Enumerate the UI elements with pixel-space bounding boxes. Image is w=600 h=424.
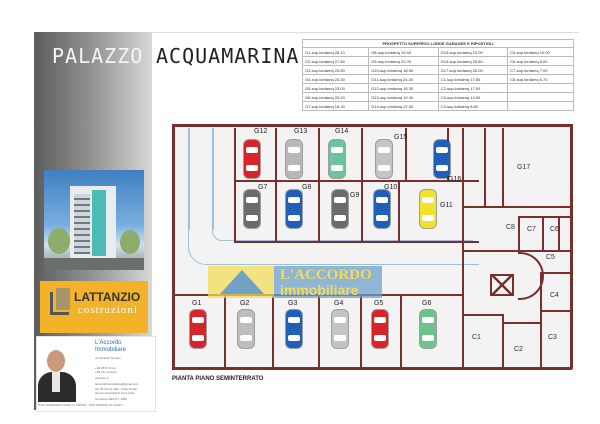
cellar-c7[interactable]: C7 bbox=[527, 226, 536, 233]
car-icon bbox=[376, 140, 392, 178]
agency-owner: di Carulesh Giorgio bbox=[95, 356, 121, 360]
car-icon bbox=[420, 190, 436, 228]
elevator-icon bbox=[490, 274, 514, 296]
ground bbox=[44, 258, 144, 270]
cellar-c2[interactable]: C2 bbox=[514, 346, 523, 353]
cellar-c8[interactable]: C8 bbox=[506, 224, 515, 231]
phone-line-2: +39 3xx xxxxxxx bbox=[95, 370, 117, 374]
agency-name: L'Accordo Immobiliare bbox=[95, 340, 127, 353]
phone-line-1: +39 0871 0xxxx bbox=[95, 366, 117, 370]
table-row: G4-sup.lordamq 24.30 G11-sup.lordamq 24.40 C1-sup.lordamq 17.80 C8-sup.lordamq 6.70 bbox=[303, 75, 574, 84]
cellar-c1[interactable]: C1 bbox=[472, 334, 481, 341]
plan-caption: PIANTA PIANO SEMINTERRATO bbox=[172, 376, 264, 382]
room-g17[interactable]: G17 bbox=[517, 164, 531, 171]
table-row: G6-sup.lordamq 25.20 G13-sup.lordamq 19.40 C3-sup.lordamq 13.00 bbox=[303, 93, 574, 102]
building-icon bbox=[70, 186, 116, 258]
car-icon bbox=[286, 190, 302, 228]
address: V.le B. Croce 299 - Chieti Scalo bbox=[95, 387, 137, 391]
car-icon bbox=[434, 140, 450, 178]
car-icon bbox=[332, 310, 348, 348]
car-icon bbox=[244, 140, 260, 178]
car-icon bbox=[420, 310, 436, 348]
table-title: PROSPETTO SUPERFICI LORDE GARAGES E RIPOSTIGLI bbox=[303, 40, 574, 48]
vat: Iscrizione REA P.I. 1963 bbox=[95, 397, 127, 401]
car-icon bbox=[244, 190, 260, 228]
builder-name: LATTANZIO bbox=[74, 290, 141, 304]
email: laccordoimmobiliare@gmail.com bbox=[95, 382, 139, 386]
car-icon bbox=[332, 190, 348, 228]
table-row: G3-sup.lordamq 25.80 G10-sup.lordamq 18.90 G17-sup.lordamq 26.00 C7-sup.lordamq 7.00 bbox=[303, 66, 574, 75]
lane-line bbox=[188, 128, 190, 230]
table-row: G2-sup.lordamq 27.80 G9-sup.lordamq 22.00 G16-sup.lordamq 25.80 C6-sup.lordamq 6.00 bbox=[303, 57, 574, 66]
building-rendering bbox=[44, 170, 144, 270]
car-icon bbox=[329, 140, 345, 178]
table-row: G7-sup.lordamq 18.30 G14-sup.lordamq 22.00 C4-sup.lordamq 8.80 bbox=[303, 102, 574, 111]
address-2: (zona Università D' Annunzio) bbox=[95, 391, 135, 395]
contact-name: Accordo It bbox=[95, 376, 109, 380]
surfaces-table bbox=[302, 39, 574, 111]
agency-watermark: L'ACCORDO immobiliare bbox=[208, 266, 382, 298]
car-icon bbox=[286, 310, 302, 348]
car-icon bbox=[286, 140, 302, 178]
builder-subtitle: costruzioni bbox=[78, 304, 138, 316]
cellar-c5[interactable]: C5 bbox=[546, 254, 555, 261]
cellar-c6[interactable]: C6 bbox=[550, 226, 559, 233]
cellar-c3[interactable]: C3 bbox=[548, 334, 557, 341]
card-footer: P.IVA 0000000000 CREA N. 000000 - PROTEZIONE DI CHIETI bbox=[38, 403, 123, 407]
watermark-logo-icon bbox=[220, 270, 264, 294]
title-acquamarina: ACQUAMARINA bbox=[156, 44, 300, 68]
builder-logo-l-icon bbox=[50, 292, 69, 315]
table-row: G5-sup.lordamq 23.00 G12-sup.lordamq 18.30 C2-sup.lordamq 17.00 bbox=[303, 84, 574, 93]
cellar-c4[interactable]: C4 bbox=[550, 292, 559, 299]
agent-avatar bbox=[36, 348, 76, 402]
car-icon bbox=[190, 310, 206, 348]
floor-plan: G12 G13 G14 G15 G16 G7 G8 G9 G10 G11 G1 G2 G3 G4 G5 G6 G17 C8 C7 C6 C5 C4 C3 C2 C1 bbox=[172, 124, 572, 369]
car-icon bbox=[238, 310, 254, 348]
tree-icon bbox=[120, 230, 140, 254]
table-row: G1-sup.lordamq 26.10 G8-sup.lordamq 19.40 G15-sup.lordamq 23.00 C5-sup.lordamq 10.00 bbox=[303, 48, 574, 57]
lane-curve bbox=[188, 228, 479, 265]
title-palazzo: PALAZZO bbox=[52, 44, 144, 68]
tree-icon bbox=[48, 228, 70, 254]
lane-line bbox=[212, 128, 214, 230]
car-icon bbox=[372, 310, 388, 348]
car-icon bbox=[374, 190, 390, 228]
